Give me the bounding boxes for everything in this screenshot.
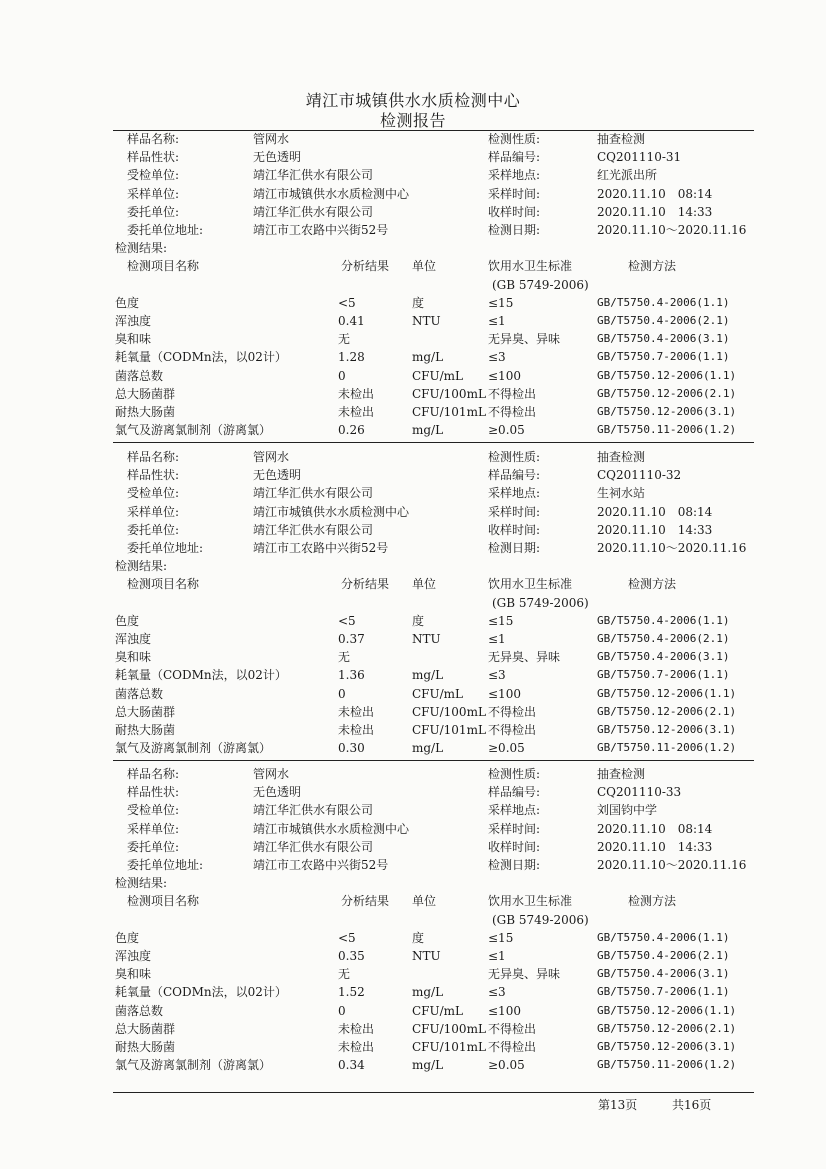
- info-value: 2020.11.10 14:33: [597, 839, 713, 854]
- item-unit: CFU/101mL: [412, 723, 486, 737]
- info-value: 管网水: [253, 450, 290, 464]
- item-method: GB/T5750.12-2006(2.1): [597, 386, 737, 400]
- info-label: 检测性质:: [488, 767, 541, 781]
- item-method: GB/T5750.12-2006(2.1): [597, 704, 737, 718]
- info-value: 靖江市工农路中兴街52号: [253, 223, 389, 237]
- info-label: 受检单位:: [127, 803, 180, 818]
- item-result: 0.34: [338, 1058, 365, 1073]
- col-method-header: 检测方法: [628, 577, 677, 592]
- info-label: 检测日期:: [488, 541, 541, 555]
- item-standard: ≤1: [488, 314, 506, 328]
- table-row: [0, 1038, 826, 1056]
- item-standard: ≥0.05: [488, 1058, 525, 1073]
- col-result-header: 分析结果: [341, 894, 390, 909]
- info-label: 采样单位:: [127, 504, 180, 519]
- item-standard: 不得检出: [488, 704, 537, 719]
- col-item-header: 检测项目名称: [127, 577, 200, 592]
- item-method: GB/T5750.4-2006(3.1): [597, 332, 730, 346]
- page-number: 第13页: [598, 1098, 638, 1112]
- info-value: 刘国钧中学: [597, 803, 658, 818]
- item-unit: 度: [412, 930, 425, 945]
- info-value: 靖江华汇供水有限公司: [253, 839, 374, 854]
- column-header: [0, 257, 826, 275]
- table-row: [0, 630, 826, 648]
- item-name: 臭和味: [115, 967, 152, 982]
- info-row: [0, 856, 826, 874]
- info-row: [0, 801, 826, 819]
- results-heading: [0, 239, 826, 257]
- divider: [113, 760, 754, 761]
- item-result: 0: [338, 1003, 346, 1018]
- col-unit-header: 单位: [412, 577, 437, 592]
- info-label: 收样时间:: [488, 522, 541, 537]
- item-result: 0.41: [338, 314, 365, 328]
- item-name: 浑浊度: [115, 314, 152, 328]
- results-label: 检测结果:: [115, 559, 168, 574]
- item-result: 1.28: [338, 350, 365, 365]
- info-value: 靖江市工农路中兴街52号: [253, 858, 389, 872]
- info-label: 委托单位地址:: [127, 223, 204, 237]
- info-value: 无色透明: [253, 150, 302, 165]
- item-method: GB/T5750.11-2006(1.2): [597, 1058, 737, 1072]
- table-row: [0, 348, 826, 366]
- table-row: [0, 648, 826, 666]
- info-label: 受检单位:: [127, 168, 180, 183]
- item-name: 耐热大肠菌: [115, 405, 176, 419]
- info-value: 靖江华汇供水有限公司: [253, 168, 374, 183]
- item-method: GB/T5750.12-2006(2.1): [597, 1021, 737, 1035]
- item-result: 未检出: [338, 386, 375, 401]
- item-result: 0: [338, 686, 346, 701]
- info-value: CQ201110-31: [597, 150, 682, 165]
- item-unit: CFU/100mL: [412, 386, 486, 401]
- item-name: 色度: [115, 295, 140, 310]
- info-value: 抽查检测: [597, 132, 646, 146]
- col-result-header: 分析结果: [341, 259, 390, 274]
- item-standard: 不得检出: [488, 1040, 537, 1054]
- item-method: GB/T5750.4-2006(3.1): [597, 650, 730, 664]
- table-row: [0, 721, 826, 739]
- table-row: [0, 685, 826, 703]
- item-standard: ≥0.05: [488, 423, 525, 438]
- col-standard-header: 饮用水卫生标准: [488, 259, 573, 274]
- item-standard: ≤100: [488, 1003, 521, 1018]
- item-method: GB/T5750.12-2006(3.1): [597, 1040, 737, 1053]
- table-row: [0, 330, 826, 348]
- info-value: 管网水: [253, 767, 290, 781]
- info-row: [0, 448, 826, 466]
- item-method: GB/T5750.4-2006(1.1): [597, 613, 730, 627]
- item-result: <5: [338, 930, 356, 945]
- info-label: 采样时间:: [488, 504, 541, 519]
- item-unit: NTU: [412, 314, 441, 328]
- info-value: 生祠水站: [597, 486, 646, 501]
- item-result: 无: [338, 967, 351, 982]
- item-standard: 不得检出: [488, 405, 537, 419]
- item-unit: CFU/101mL: [412, 405, 486, 419]
- results-heading: [0, 557, 826, 575]
- info-label: 样品编号:: [488, 785, 541, 800]
- info-label: 采样时间:: [488, 186, 541, 201]
- info-value: 2020.11.10～2020.11.16: [597, 858, 747, 872]
- item-name: 臭和味: [115, 650, 152, 665]
- info-label: 采样地点:: [488, 486, 541, 501]
- info-value: 2020.11.10～2020.11.16: [597, 541, 747, 555]
- table-row: [0, 983, 826, 1001]
- info-label: 采样地点:: [488, 803, 541, 818]
- item-standard: ≤15: [488, 613, 514, 628]
- item-unit: mg/L: [412, 423, 444, 438]
- item-method: GB/T5750.11-2006(1.2): [597, 423, 737, 437]
- table-row: [0, 947, 826, 965]
- info-row: [0, 838, 826, 856]
- item-name: 耗氧量（CODMn法，以02计）: [115, 668, 287, 683]
- item-name: 臭和味: [115, 332, 152, 347]
- col-method-header: 检测方法: [628, 259, 677, 274]
- col-item-header: 检测项目名称: [127, 259, 200, 274]
- table-row: [0, 1020, 826, 1038]
- table-row: [0, 294, 826, 312]
- info-label: 采样单位:: [127, 821, 180, 836]
- info-value: 靖江华汇供水有限公司: [253, 486, 374, 501]
- info-label: 委托单位地址:: [127, 858, 204, 872]
- info-value: 无色透明: [253, 785, 302, 800]
- item-name: 氯气及游离氯制剂（游离氯）: [115, 423, 272, 438]
- item-unit: mg/L: [412, 350, 444, 365]
- item-unit: CFU/101mL: [412, 1040, 486, 1054]
- item-method: GB/T5750.7-2006(1.1): [597, 668, 730, 682]
- table-row: [0, 666, 826, 684]
- col-unit-header: 单位: [412, 894, 437, 909]
- item-unit: CFU/mL: [412, 686, 464, 701]
- item-name: 总大肠菌群: [115, 1021, 176, 1036]
- divider: [113, 1092, 754, 1093]
- item-unit: mg/L: [412, 741, 444, 756]
- info-value: 靖江华汇供水有限公司: [253, 803, 374, 818]
- info-label: 样品性状:: [127, 468, 180, 483]
- info-row: [0, 783, 826, 801]
- item-name: 总大肠菌群: [115, 704, 176, 719]
- info-label: 样品编号:: [488, 468, 541, 483]
- info-label: 样品名称:: [127, 767, 180, 781]
- item-name: 浑浊度: [115, 632, 152, 646]
- item-result: 未检出: [338, 405, 375, 419]
- info-label: 委托单位:: [127, 522, 180, 537]
- item-name: 耐热大肠菌: [115, 1040, 176, 1054]
- item-standard: ≤3: [488, 668, 506, 683]
- item-method: GB/T5750.4-2006(1.1): [597, 930, 730, 944]
- info-label: 检测性质:: [488, 132, 541, 146]
- item-unit: mg/L: [412, 1058, 444, 1073]
- col-standard-header: 饮用水卫生标准: [488, 577, 573, 592]
- item-method: GB/T5750.7-2006(1.1): [597, 350, 730, 364]
- col-result-header: 分析结果: [341, 577, 390, 592]
- info-value: 靖江市工农路中兴街52号: [253, 541, 389, 555]
- item-name: 菌落总数: [115, 1003, 164, 1018]
- table-row: [0, 312, 826, 330]
- item-result: 未检出: [338, 1021, 375, 1036]
- item-standard: 不得检出: [488, 723, 537, 737]
- item-result: 1.52: [338, 985, 365, 1000]
- item-name: 浑浊度: [115, 949, 152, 963]
- info-value: 2020.11.10 08:14: [597, 186, 713, 201]
- item-standard: ≤1: [488, 949, 506, 963]
- item-standard: 不得检出: [488, 1021, 537, 1036]
- info-value: 靖江市城镇供水水质检测中心: [253, 186, 410, 201]
- info-value: 红光派出所: [597, 168, 658, 183]
- info-row: [0, 484, 826, 502]
- item-result: <5: [338, 295, 356, 310]
- item-method: GB/T5750.12-2006(1.1): [597, 686, 737, 700]
- info-row: [0, 521, 826, 539]
- column-header-sub: [0, 594, 826, 612]
- column-header: [0, 892, 826, 910]
- col-item-header: 检测项目名称: [127, 894, 200, 909]
- table-row: [0, 1002, 826, 1020]
- item-method: GB/T5750.12-2006(1.1): [597, 368, 737, 382]
- item-result: 0.35: [338, 949, 365, 963]
- results-label: 检测结果:: [115, 876, 168, 891]
- info-value: 靖江市城镇供水水质检测中心: [253, 504, 410, 519]
- item-standard: ≥0.05: [488, 741, 525, 756]
- info-value: 抽查检测: [597, 767, 646, 781]
- info-label: 样品性状:: [127, 150, 180, 165]
- item-name: 色度: [115, 613, 140, 628]
- item-method: GB/T5750.7-2006(1.1): [597, 985, 730, 999]
- item-standard: 无异臭、异味: [488, 332, 561, 347]
- item-unit: mg/L: [412, 668, 444, 683]
- item-method: GB/T5750.12-2006(1.1): [597, 1003, 737, 1017]
- table-row: [0, 965, 826, 983]
- results-label: 检测结果:: [115, 241, 168, 256]
- item-standard: 无异臭、异味: [488, 650, 561, 665]
- item-standard: ≤1: [488, 632, 506, 646]
- item-result: 未检出: [338, 1040, 375, 1054]
- item-result: 0: [338, 368, 346, 383]
- info-value: 管网水: [253, 132, 290, 146]
- table-row: [0, 403, 826, 421]
- item-method: GB/T5750.4-2006(2.1): [597, 632, 730, 645]
- info-value: 2020.11.10 08:14: [597, 821, 713, 836]
- info-value: 无色透明: [253, 468, 302, 483]
- info-value: 靖江华汇供水有限公司: [253, 204, 374, 219]
- divider: [113, 442, 754, 443]
- info-label: 样品名称:: [127, 450, 180, 464]
- info-row: [0, 185, 826, 203]
- info-label: 委托单位:: [127, 839, 180, 854]
- info-label: 样品性状:: [127, 785, 180, 800]
- info-label: 收样时间:: [488, 839, 541, 854]
- info-row: [0, 130, 826, 148]
- item-method: GB/T5750.12-2006(3.1): [597, 405, 737, 418]
- item-result: 1.36: [338, 668, 365, 683]
- item-standard: ≤15: [488, 295, 514, 310]
- info-label: 检测日期:: [488, 858, 541, 872]
- seal-edge: [815, 540, 826, 690]
- table-row: [0, 703, 826, 721]
- info-row: [0, 820, 826, 838]
- info-row: [0, 148, 826, 166]
- column-header: [0, 575, 826, 593]
- item-unit: 度: [412, 613, 425, 628]
- info-label: 检测性质:: [488, 450, 541, 464]
- item-method: GB/T5750.12-2006(3.1): [597, 723, 737, 736]
- table-row: [0, 929, 826, 947]
- item-standard: ≤3: [488, 350, 506, 365]
- info-row: [0, 503, 826, 521]
- item-result: 0.26: [338, 423, 365, 438]
- table-row: [0, 739, 826, 757]
- item-standard: 不得检出: [488, 386, 537, 401]
- report-title: 检测报告: [379, 111, 446, 130]
- item-unit: NTU: [412, 949, 441, 963]
- item-standard: ≤100: [488, 368, 521, 383]
- item-method: GB/T5750.4-2006(2.1): [597, 314, 730, 327]
- col-standard-code: (GB 5749-2006): [492, 912, 589, 927]
- item-name: 总大肠菌群: [115, 386, 176, 401]
- table-row: [0, 612, 826, 630]
- item-method: GB/T5750.11-2006(1.2): [597, 741, 737, 755]
- col-method-header: 检测方法: [628, 894, 677, 909]
- item-result: 0.37: [338, 632, 365, 646]
- col-standard-header: 饮用水卫生标准: [488, 894, 573, 909]
- info-value: 抽查检测: [597, 450, 646, 464]
- item-unit: NTU: [412, 632, 441, 646]
- info-label: 采样单位:: [127, 186, 180, 201]
- info-value: 2020.11.10 08:14: [597, 504, 713, 519]
- item-standard: ≤3: [488, 985, 506, 1000]
- info-label: 受检单位:: [127, 486, 180, 501]
- item-method: GB/T5750.4-2006(1.1): [597, 295, 730, 309]
- info-label: 采样时间:: [488, 821, 541, 836]
- table-row: [0, 385, 826, 403]
- item-method: GB/T5750.4-2006(2.1): [597, 949, 730, 962]
- item-method: GB/T5750.4-2006(3.1): [597, 967, 730, 981]
- table-row: [0, 1056, 826, 1074]
- table-row: [0, 421, 826, 439]
- table-row: [0, 367, 826, 385]
- results-heading: [0, 874, 826, 892]
- item-result: <5: [338, 613, 356, 628]
- item-name: 菌落总数: [115, 686, 164, 701]
- org-title: 靖江市城镇供水水质检测中心: [305, 91, 521, 110]
- item-name: 耗氧量（CODMn法，以02计）: [115, 985, 287, 1000]
- column-header-sub: [0, 276, 826, 294]
- page-total: 共16页: [672, 1098, 712, 1112]
- info-row: [0, 203, 826, 221]
- info-value: CQ201110-32: [597, 468, 682, 483]
- item-unit: CFU/mL: [412, 368, 464, 383]
- info-row: [0, 221, 826, 239]
- item-unit: 度: [412, 295, 425, 310]
- item-standard: ≤15: [488, 930, 514, 945]
- info-label: 委托单位:: [127, 204, 180, 219]
- info-label: 收样时间:: [488, 204, 541, 219]
- item-result: 未检出: [338, 723, 375, 737]
- col-standard-code: (GB 5749-2006): [492, 277, 589, 292]
- info-row: [0, 166, 826, 184]
- item-name: 耐热大肠菌: [115, 723, 176, 737]
- info-label: 样品编号:: [488, 150, 541, 165]
- info-label: 采样地点:: [488, 168, 541, 183]
- item-name: 耗氧量（CODMn法，以02计）: [115, 350, 287, 365]
- item-unit: CFU/100mL: [412, 704, 486, 719]
- item-result: 无: [338, 650, 351, 665]
- info-value: 2020.11.10 14:33: [597, 522, 713, 537]
- info-value: 靖江华汇供水有限公司: [253, 522, 374, 537]
- info-value: 2020.11.10～2020.11.16: [597, 223, 747, 237]
- info-value: CQ201110-33: [597, 785, 682, 800]
- item-unit: mg/L: [412, 985, 444, 1000]
- item-name: 氯气及游离氯制剂（游离氯）: [115, 1058, 272, 1073]
- item-standard: 无异臭、异味: [488, 967, 561, 982]
- col-standard-code: (GB 5749-2006): [492, 595, 589, 610]
- info-value: 2020.11.10 14:33: [597, 204, 713, 219]
- info-row: [0, 539, 826, 557]
- item-result: 0.30: [338, 741, 365, 756]
- info-value: 靖江市城镇供水水质检测中心: [253, 821, 410, 836]
- item-unit: CFU/100mL: [412, 1021, 486, 1036]
- item-name: 菌落总数: [115, 368, 164, 383]
- item-result: 未检出: [338, 704, 375, 719]
- column-header-sub: [0, 911, 826, 929]
- item-name: 色度: [115, 930, 140, 945]
- info-row: [0, 466, 826, 484]
- item-result: 无: [338, 332, 351, 347]
- info-label: 检测日期:: [488, 223, 541, 237]
- item-standard: ≤100: [488, 686, 521, 701]
- info-row: [0, 765, 826, 783]
- item-unit: CFU/mL: [412, 1003, 464, 1018]
- info-label: 委托单位地址:: [127, 541, 204, 555]
- item-name: 氯气及游离氯制剂（游离氯）: [115, 741, 272, 756]
- info-label: 样品名称:: [127, 132, 180, 146]
- col-unit-header: 单位: [412, 259, 437, 274]
